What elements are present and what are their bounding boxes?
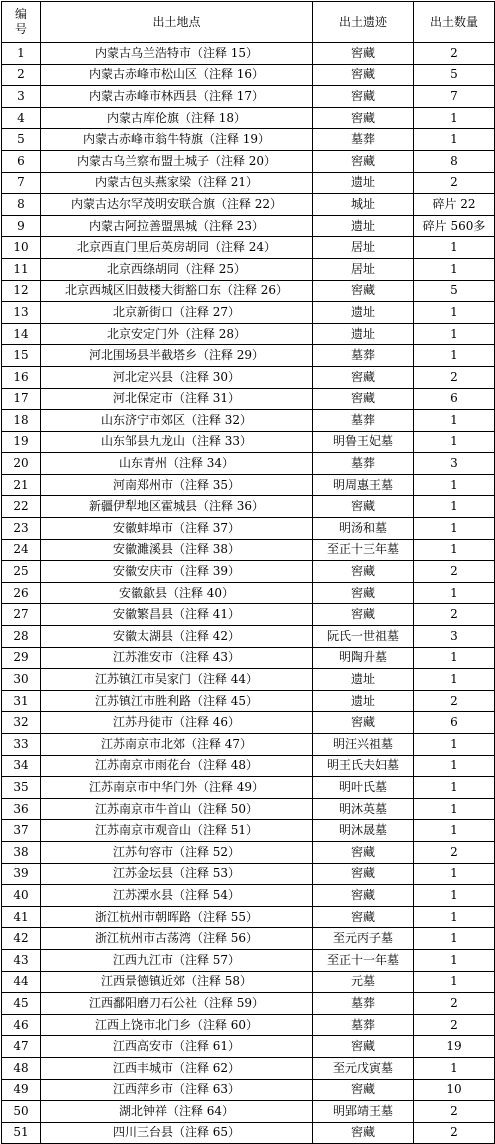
- cell-site: 窖藏: [313, 1122, 414, 1144]
- cell-count: 2: [414, 1014, 495, 1036]
- cell-site: 窖藏: [313, 906, 414, 928]
- table-row: [2, 431, 495, 453]
- cell-count: 1: [414, 431, 495, 453]
- cell-count: 1: [414, 582, 495, 604]
- cell-count: 10: [414, 1079, 495, 1101]
- cell-count: 1: [414, 669, 495, 691]
- table-row: [2, 734, 495, 756]
- cell-location: 山东济宁市郊区（注释 32）: [41, 410, 313, 432]
- cell-index: 13: [2, 302, 41, 324]
- table-row: [2, 496, 495, 518]
- cell-site: 阮氏一世祖墓: [313, 626, 414, 648]
- cell-site: 居址: [313, 258, 414, 280]
- cell-location: 浙江杭州市古荡湾（注释 56）: [41, 928, 313, 950]
- cell-index: 44: [2, 971, 41, 993]
- cell-site: 遗址: [313, 690, 414, 712]
- cell-location: 江西高安市（注释 61）: [41, 1036, 313, 1058]
- cell-count: 1: [414, 647, 495, 669]
- cell-index: 47: [2, 1036, 41, 1058]
- cell-index: 22: [2, 496, 41, 518]
- table-row: [2, 107, 495, 129]
- cell-count: 2: [414, 604, 495, 626]
- table-row: [2, 345, 495, 367]
- cell-site: 墓葬: [313, 345, 414, 367]
- cell-location: 安徽蚌埠市（注释 37）: [41, 518, 313, 540]
- cell-site: 遗址: [313, 669, 414, 691]
- cell-site: 明沐英墓: [313, 798, 414, 820]
- cell-index: 31: [2, 690, 41, 712]
- table-row: [2, 474, 495, 496]
- table-row: [2, 1079, 495, 1101]
- cell-count: 6: [414, 712, 495, 734]
- table-row: [2, 777, 495, 799]
- cell-site: 明王氏夫妇墓: [313, 755, 414, 777]
- cell-index: 24: [2, 539, 41, 561]
- cell-index: 20: [2, 453, 41, 475]
- cell-index: 19: [2, 431, 41, 453]
- cell-index: 48: [2, 1057, 41, 1079]
- cell-index: 46: [2, 1014, 41, 1036]
- table-row: [2, 258, 495, 280]
- cell-location: 内蒙古包头燕家梁（注释 21）: [41, 172, 313, 194]
- cell-index: 9: [2, 215, 41, 237]
- cell-location: 江西萍乡市（注释 63）: [41, 1079, 313, 1101]
- cell-site: 至元戊寅墓: [313, 1057, 414, 1079]
- cell-site: 至正十三年墓: [313, 539, 414, 561]
- cell-index: 7: [2, 172, 41, 194]
- cell-index: 33: [2, 734, 41, 756]
- cell-site: 明陶升墓: [313, 647, 414, 669]
- cell-index: 10: [2, 237, 41, 259]
- table-row: [2, 798, 495, 820]
- cell-count: 2: [414, 1101, 495, 1123]
- table-row: [2, 302, 495, 324]
- cell-location: 江苏镇江市吴家门（注释 44）: [41, 669, 313, 691]
- cell-location: 内蒙古库伦旗（注释 18）: [41, 107, 313, 129]
- table-row: [2, 669, 495, 691]
- cell-site: 窖藏: [313, 366, 414, 388]
- table-row: [2, 539, 495, 561]
- cell-count: 2: [414, 561, 495, 583]
- cell-location: 河北定兴县（注释 30）: [41, 366, 313, 388]
- cell-count: 2: [414, 366, 495, 388]
- cell-site: 元墓: [313, 971, 414, 993]
- cell-count: 1: [414, 345, 495, 367]
- cell-count: 1: [414, 734, 495, 756]
- cell-index: 16: [2, 366, 41, 388]
- table-row: [2, 86, 495, 108]
- cell-count: 3: [414, 626, 495, 648]
- cell-index: 27: [2, 604, 41, 626]
- cell-location: 江苏镇江市胜利路（注释 45）: [41, 690, 313, 712]
- cell-index: 49: [2, 1079, 41, 1101]
- cell-location: 北京西直门里后英房胡同（注释 24）: [41, 237, 313, 259]
- table-row: [2, 626, 495, 648]
- cell-site: 墓葬: [313, 410, 414, 432]
- cell-count: 碎片 560多: [414, 215, 495, 237]
- cell-index: 36: [2, 798, 41, 820]
- cell-index: 50: [2, 1101, 41, 1123]
- cell-count: 1: [414, 755, 495, 777]
- cell-count: 1: [414, 518, 495, 540]
- cell-index: 4: [2, 107, 41, 129]
- cell-location: 河南郑州市（注释 35）: [41, 474, 313, 496]
- cell-site: 窖藏: [313, 582, 414, 604]
- cell-site: 窖藏: [313, 496, 414, 518]
- cell-index: 29: [2, 647, 41, 669]
- cell-site: 至元丙子墓: [313, 928, 414, 950]
- cell-site: 窖藏: [313, 150, 414, 172]
- cell-location: 江苏溧水县（注释 54）: [41, 885, 313, 907]
- cell-site: 窖藏: [313, 43, 414, 65]
- table-row: [2, 388, 495, 410]
- table-row: [2, 518, 495, 540]
- table-row: [2, 712, 495, 734]
- cell-count: 1: [414, 539, 495, 561]
- cell-count: 2: [414, 1122, 495, 1144]
- table-row: [2, 64, 495, 86]
- header-row: [2, 2, 495, 43]
- cell-location: 河北保定市（注释 31）: [41, 388, 313, 410]
- table-row: [2, 43, 495, 65]
- cell-count: 1: [414, 971, 495, 993]
- cell-site: 遗址: [313, 172, 414, 194]
- table-row: [2, 129, 495, 151]
- cell-site: 墓葬: [313, 453, 414, 475]
- cell-location: 四川三台县（注释 65）: [41, 1122, 313, 1144]
- cell-count: 1: [414, 928, 495, 950]
- cell-site: 窖藏: [313, 561, 414, 583]
- cell-location: 江苏丹徒市（注释 46）: [41, 712, 313, 734]
- cell-count: 1: [414, 885, 495, 907]
- cell-location: 江西上饶市北门乡（注释 60）: [41, 1014, 313, 1036]
- cell-location: 山东邹县九龙山（注释 33）: [41, 431, 313, 453]
- cell-index: 34: [2, 755, 41, 777]
- cell-index: 6: [2, 150, 41, 172]
- cell-index: 17: [2, 388, 41, 410]
- cell-count: 1: [414, 820, 495, 842]
- cell-location: 江苏南京市北郊（注释 47）: [41, 734, 313, 756]
- cell-location: 湖北钟祥（注释 64）: [41, 1101, 313, 1123]
- cell-index: 42: [2, 928, 41, 950]
- cell-location: 江苏南京市雨花台（注释 48）: [41, 755, 313, 777]
- cell-site: 窖藏: [313, 388, 414, 410]
- table-row: [2, 690, 495, 712]
- cell-site: 窖藏: [313, 841, 414, 863]
- cell-site: 窖藏: [313, 64, 414, 86]
- cell-location: 江西景德镇近郊（注释 58）: [41, 971, 313, 993]
- cell-count: 1: [414, 129, 495, 151]
- cell-site: 遗址: [313, 323, 414, 345]
- table-row: [2, 172, 495, 194]
- cell-location: 北京西城区旧鼓楼大街豁口东（注释 26）: [41, 280, 313, 302]
- cell-location: 山东青州（注释 34）: [41, 453, 313, 475]
- cell-count: 碎片 22: [414, 194, 495, 216]
- cell-count: 1: [414, 410, 495, 432]
- cell-site: 窖藏: [313, 604, 414, 626]
- cell-site: 明周惠王墓: [313, 474, 414, 496]
- cell-index: 30: [2, 669, 41, 691]
- table-row: [2, 928, 495, 950]
- table-row: [2, 755, 495, 777]
- cell-site: 明沐晟墓: [313, 820, 414, 842]
- cell-location: 江苏南京市观音山（注释 51）: [41, 820, 313, 842]
- table-row: [2, 885, 495, 907]
- cell-count: 1: [414, 949, 495, 971]
- cell-site: 城址: [313, 194, 414, 216]
- cell-index: 8: [2, 194, 41, 216]
- cell-site: 窖藏: [313, 107, 414, 129]
- cell-location: 河北围场县半截塔乡（注释 29）: [41, 345, 313, 367]
- cell-site: 明汪兴祖墓: [313, 734, 414, 756]
- cell-site: 居址: [313, 237, 414, 259]
- header-index: 编号: [2, 2, 41, 43]
- cell-site: 墓葬: [313, 129, 414, 151]
- cell-index: 28: [2, 626, 41, 648]
- cell-count: 7: [414, 86, 495, 108]
- cell-index: 39: [2, 863, 41, 885]
- cell-count: 1: [414, 906, 495, 928]
- cell-location: 江苏金坛县（注释 53）: [41, 863, 313, 885]
- table-row: [2, 323, 495, 345]
- cell-site: 墓葬: [313, 1014, 414, 1036]
- cell-index: 5: [2, 129, 41, 151]
- cell-site: 窖藏: [313, 1036, 414, 1058]
- cell-index: 11: [2, 258, 41, 280]
- cell-location: 浙江杭州市朝晖路（注释 55）: [41, 906, 313, 928]
- table-row: [2, 1122, 495, 1144]
- table-row: [2, 647, 495, 669]
- cell-index: 37: [2, 820, 41, 842]
- cell-count: 1: [414, 302, 495, 324]
- cell-location: 安徽安庆市（注释 39）: [41, 561, 313, 583]
- table-row: [2, 863, 495, 885]
- cell-index: 43: [2, 949, 41, 971]
- cell-index: 41: [2, 906, 41, 928]
- cell-site: 明鲁王妃墓: [313, 431, 414, 453]
- cell-count: 1: [414, 777, 495, 799]
- cell-location: 安徽繁昌县（注释 41）: [41, 604, 313, 626]
- cell-index: 14: [2, 323, 41, 345]
- cell-index: 2: [2, 64, 41, 86]
- cell-site: 窖藏: [313, 86, 414, 108]
- cell-location: 安徽濉溪县（注释 38）: [41, 539, 313, 561]
- table-row: [2, 1014, 495, 1036]
- cell-location: 江西九江市（注释 57）: [41, 949, 313, 971]
- cell-index: 35: [2, 777, 41, 799]
- cell-site: 明叶氏墓: [313, 777, 414, 799]
- cell-location: 内蒙古阿拉善盟黑城（注释 23）: [41, 215, 313, 237]
- cell-location: 内蒙古赤峰市林西县（注释 17）: [41, 86, 313, 108]
- cell-location: 北京西绦胡同（注释 25）: [41, 258, 313, 280]
- cell-site: 明郢靖王墓: [313, 1101, 414, 1123]
- table-row: [2, 820, 495, 842]
- table-row: [2, 604, 495, 626]
- header-count: 出土数量: [414, 2, 495, 43]
- cell-index: 15: [2, 345, 41, 367]
- cell-count: 8: [414, 150, 495, 172]
- cell-site: 墓葬: [313, 993, 414, 1015]
- cell-index: 32: [2, 712, 41, 734]
- cell-site: 窖藏: [313, 863, 414, 885]
- cell-location: 新疆伊犁地区霍城县（注释 36）: [41, 496, 313, 518]
- cell-index: 38: [2, 841, 41, 863]
- cell-index: 1: [2, 43, 41, 65]
- excavation-table: [1, 1, 495, 1144]
- cell-count: 6: [414, 388, 495, 410]
- table-row: [2, 841, 495, 863]
- table-body: [2, 43, 495, 1144]
- table-row: [2, 453, 495, 475]
- cell-count: 1: [414, 107, 495, 129]
- cell-index: 21: [2, 474, 41, 496]
- cell-index: 26: [2, 582, 41, 604]
- cell-index: 12: [2, 280, 41, 302]
- table-row: [2, 1101, 495, 1123]
- cell-site: 窖藏: [313, 1079, 414, 1101]
- cell-count: 1: [414, 323, 495, 345]
- table-row: [2, 1057, 495, 1079]
- cell-location: 内蒙古赤峰市翁牛特旗（注释 19）: [41, 129, 313, 151]
- table-row: [2, 194, 495, 216]
- cell-location: 内蒙古赤峰市松山区（注释 16）: [41, 64, 313, 86]
- cell-location: 内蒙古达尔罕茂明安联合旗（注释 22）: [41, 194, 313, 216]
- cell-count: 1: [414, 863, 495, 885]
- table-row: [2, 237, 495, 259]
- table-row: [2, 582, 495, 604]
- cell-count: 2: [414, 993, 495, 1015]
- table-row: [2, 993, 495, 1015]
- cell-count: 1: [414, 258, 495, 280]
- table-row: [2, 150, 495, 172]
- table-row: [2, 410, 495, 432]
- cell-index: 51: [2, 1122, 41, 1144]
- cell-location: 北京安定门外（注释 28）: [41, 323, 313, 345]
- cell-site: 遗址: [313, 215, 414, 237]
- cell-index: 25: [2, 561, 41, 583]
- table-row: [2, 215, 495, 237]
- cell-location: 安徽太湖县（注释 42）: [41, 626, 313, 648]
- cell-site: 窖藏: [313, 712, 414, 734]
- cell-index: 40: [2, 885, 41, 907]
- cell-site: 明汤和墓: [313, 518, 414, 540]
- cell-count: 3: [414, 453, 495, 475]
- cell-location: 北京新街口（注释 27）: [41, 302, 313, 324]
- cell-location: 内蒙古乌兰察布盟土城子（注释 20）: [41, 150, 313, 172]
- cell-location: 江苏南京市中华门外（注释 49）: [41, 777, 313, 799]
- table-row: [2, 561, 495, 583]
- cell-count: 1: [414, 474, 495, 496]
- cell-count: 2: [414, 841, 495, 863]
- cell-location: 江西鄱阳磨刀石公社（注释 59）: [41, 993, 313, 1015]
- table-row: [2, 280, 495, 302]
- cell-count: 1: [414, 496, 495, 518]
- table-row: [2, 906, 495, 928]
- table-row: [2, 1036, 495, 1058]
- cell-count: 5: [414, 280, 495, 302]
- cell-count: 1: [414, 798, 495, 820]
- cell-location: 江苏句容市（注释 52）: [41, 841, 313, 863]
- cell-site: 遗址: [313, 302, 414, 324]
- cell-count: 1: [414, 1057, 495, 1079]
- cell-location: 江苏淮安市（注释 43）: [41, 647, 313, 669]
- cell-count: 2: [414, 43, 495, 65]
- table-row: [2, 971, 495, 993]
- cell-site: 窖藏: [313, 885, 414, 907]
- cell-location: 安徽歙县（注释 40）: [41, 582, 313, 604]
- cell-index: 23: [2, 518, 41, 540]
- header-site: 出土遗迹: [313, 2, 414, 43]
- cell-count: 2: [414, 172, 495, 194]
- cell-index: 3: [2, 86, 41, 108]
- cell-site: 窖藏: [313, 280, 414, 302]
- cell-index: 45: [2, 993, 41, 1015]
- header-location: 出土地点: [41, 2, 313, 43]
- cell-count: 2: [414, 690, 495, 712]
- cell-count: 19: [414, 1036, 495, 1058]
- cell-count: 1: [414, 237, 495, 259]
- cell-location: 江苏南京市牛首山（注释 50）: [41, 798, 313, 820]
- cell-site: 至正十一年墓: [313, 949, 414, 971]
- cell-index: 18: [2, 410, 41, 432]
- table-row: [2, 366, 495, 388]
- cell-location: 江西丰城市（注释 62）: [41, 1057, 313, 1079]
- table-row: [2, 949, 495, 971]
- cell-location: 内蒙古乌兰浩特市（注释 15）: [41, 43, 313, 65]
- cell-count: 5: [414, 64, 495, 86]
